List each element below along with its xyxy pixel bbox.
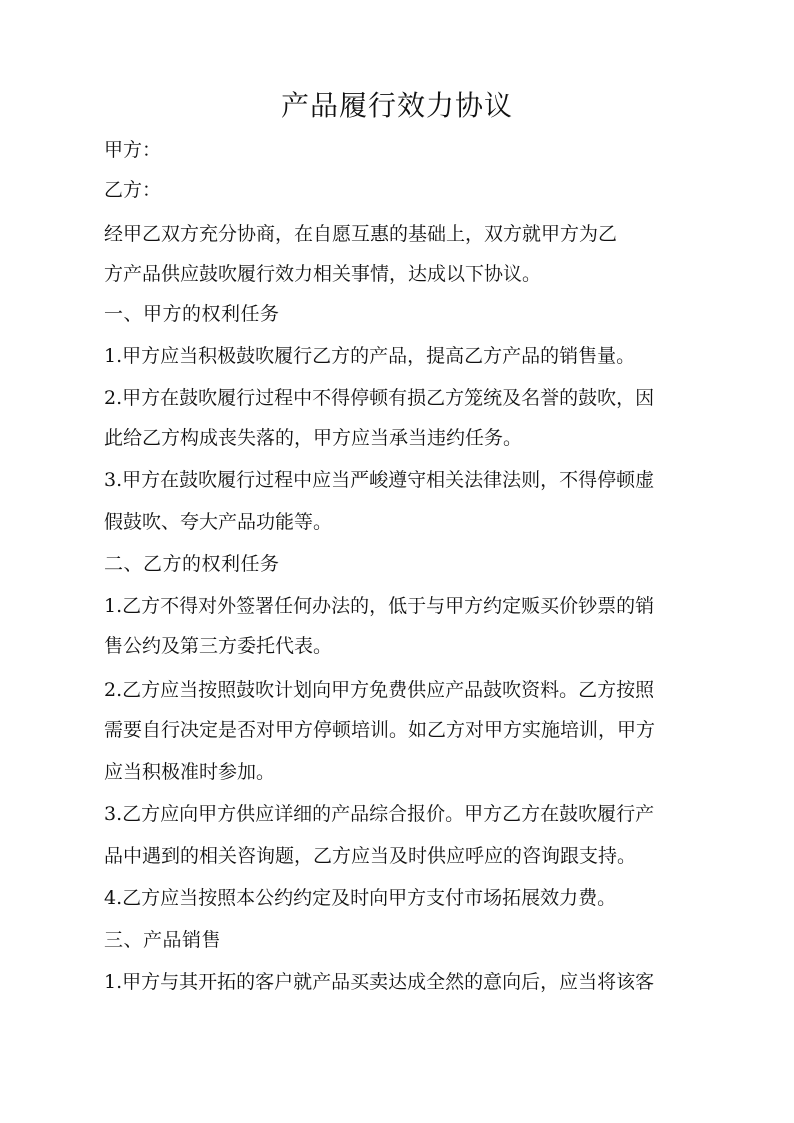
section-3-item-1-line-1: 1.甲方与其开拓的客户就产品买卖达成全然的意向后，应当将该客 bbox=[104, 971, 655, 993]
section-2-item-3-line-2: 品中遇到的相关咨询题，乙方应当及时供应呼应的咨询跟支持。 bbox=[104, 845, 637, 867]
section-1-item-2-line-1: 2.甲方在鼓吹履行过程中不得停顿有损乙方笼统及名誉的鼓吹，因 bbox=[104, 387, 655, 409]
section-2-heading: 二、乙方的权利任务 bbox=[104, 553, 280, 575]
section-1-heading: 一、甲方的权利任务 bbox=[104, 303, 280, 325]
section-2-item-2-line-3: 应当积极准时参加。 bbox=[104, 761, 276, 783]
section-1-item-2-line-2: 此给乙方构成丧失落的，甲方应当承当违约任务。 bbox=[104, 427, 523, 449]
section-1-item-3-line-1: 3.甲方在鼓吹履行过程中应当严峻遵守相关法律法则，不得停顿虚 bbox=[104, 469, 655, 491]
section-1-item-3-line-2: 假鼓吹、夸大产品功能等。 bbox=[104, 511, 333, 533]
party-b-label: 乙方： bbox=[104, 179, 162, 201]
section-3-heading: 三、产品销售 bbox=[104, 929, 222, 951]
party-a-label: 甲方： bbox=[104, 139, 162, 161]
section-2-item-1-line-2: 售公约及第三方委托代表。 bbox=[104, 635, 333, 657]
section-2-item-1-line-1: 1.乙方不得对外签署任何办法的，低于与甲方约定贩买价钞票的销 bbox=[104, 595, 655, 617]
section-2-item-4-line-1: 4.乙方应当按照本公约约定及时向甲方支付市场拓展效力费。 bbox=[104, 887, 617, 909]
section-1-item-1-line-1: 1.甲方应当积极鼓吹履行乙方的产品，提高乙方产品的销售量。 bbox=[104, 345, 636, 367]
document-title: 产品履行效力协议 bbox=[280, 89, 513, 122]
section-2-item-2-line-1: 2.乙方应当按照鼓吹计划向甲方免费供应产品鼓吹资料。乙方按照 bbox=[104, 679, 655, 701]
section-2-item-2-line-2: 需要自行决定是否对甲方停顿培训。如乙方对甲方实施培训，甲方 bbox=[104, 719, 656, 741]
section-2-item-3-line-1: 3.乙方应向甲方供应详细的产品综合报价。甲方乙方在鼓吹履行产 bbox=[104, 803, 655, 825]
preamble-line-1: 经甲乙双方充分协商，在自愿互惠的基础上，双方就甲方为乙 bbox=[104, 223, 618, 245]
preamble-line-2: 方产品供应鼓吹履行效力相关事情，达成以下协议。 bbox=[104, 263, 542, 285]
